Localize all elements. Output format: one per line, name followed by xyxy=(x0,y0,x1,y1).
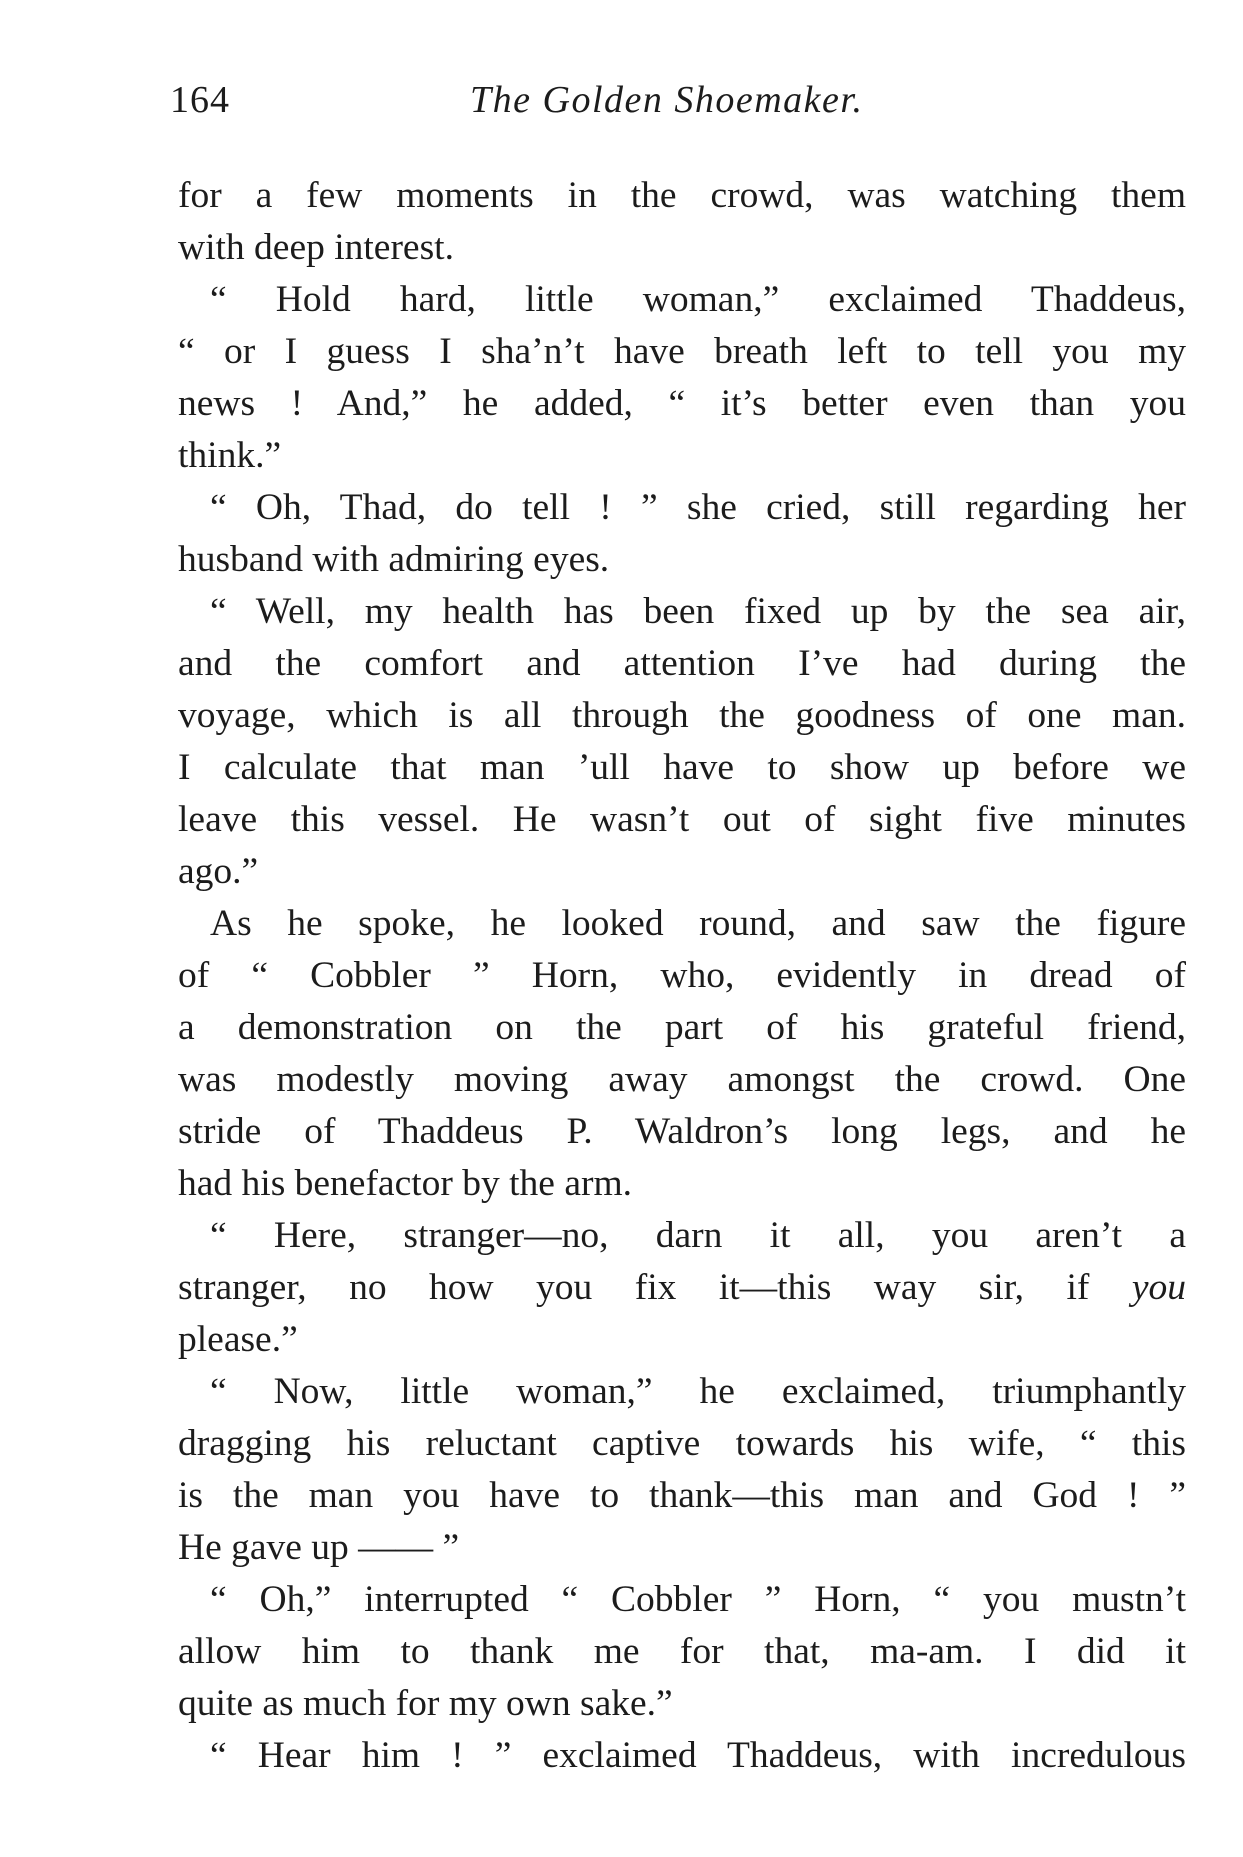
text-line: with deep interest. xyxy=(178,227,454,268)
text-line: was modestly moving away amongst the crowd. One xyxy=(178,1059,1186,1100)
text-line: of “ Cobbler ” Horn, who, evidently in dread of xyxy=(178,955,1186,996)
text-line: had his benefactor by the arm. xyxy=(178,1163,632,1204)
text-line: for a few moments in the crowd, was watching them xyxy=(178,175,1186,216)
emphasis-you: you xyxy=(1131,1267,1186,1308)
text-line: “ Now, little woman,” he exclaimed, triumphantly xyxy=(210,1371,1186,1412)
text-line: “ Hear him ! ” exclaimed Thaddeus, with incredulous xyxy=(210,1735,1186,1776)
text-line: As he spoke, he looked round, and saw the figure xyxy=(210,903,1186,944)
text-line: please.” xyxy=(178,1319,298,1360)
text-line: stride of Thaddeus P. Waldron’s long legs, and he xyxy=(178,1111,1186,1152)
text-line: news ! And,” he added, “ it’s better even than you xyxy=(178,383,1186,424)
text-line: dragging his reluctant captive towards his wife, “ this xyxy=(178,1423,1186,1464)
text-line: “ Here, stranger—no, darn it all, you aren’t a xyxy=(210,1215,1186,1256)
text-line: “ Oh,” interrupted “ Cobbler ” Horn, “ you mustn’t xyxy=(210,1579,1186,1620)
text-line: voyage, which is all through the goodness of one man. xyxy=(178,695,1186,736)
text-line: husband with admiring eyes. xyxy=(178,539,610,580)
page-number: 164 xyxy=(170,79,230,121)
text-line: ago.” xyxy=(178,851,259,892)
text-line: is the man you have to thank—this man and God ! ” xyxy=(178,1475,1186,1516)
text-line: leave this vessel. He wasn’t out of sight five minutes xyxy=(178,799,1186,840)
text-line: allow him to thank me for that, ma-am. I did it xyxy=(178,1631,1186,1672)
text-line: a demonstration on the part of his grateful friend, xyxy=(178,1007,1186,1048)
running-title: The Golden Shoemaker. xyxy=(470,79,864,121)
text-line: “ or I guess I sha’n’t have breath left to tell you my xyxy=(178,331,1186,372)
text-line: “ Oh, Thad, do tell ! ” she cried, still regarding her xyxy=(210,487,1186,528)
text-line: I calculate that man ’ull have to show up before we xyxy=(178,747,1186,788)
text-line: and the comfort and attention I’ve had during the xyxy=(178,643,1186,684)
text-line: He gave up —— ” xyxy=(178,1527,460,1568)
text-line: “ Hold hard, little woman,” exclaimed Thaddeus, xyxy=(210,279,1186,320)
text-line: quite as much for my own sake.” xyxy=(178,1683,673,1724)
text-line: stranger, no how you fix it—this way sir, if you xyxy=(178,1267,1186,1308)
text-line: “ Well, my health has been fixed up by the sea air, xyxy=(210,591,1186,632)
page-header xyxy=(170,78,1190,134)
body-text xyxy=(178,170,1186,1782)
text-line: think.” xyxy=(178,435,282,476)
